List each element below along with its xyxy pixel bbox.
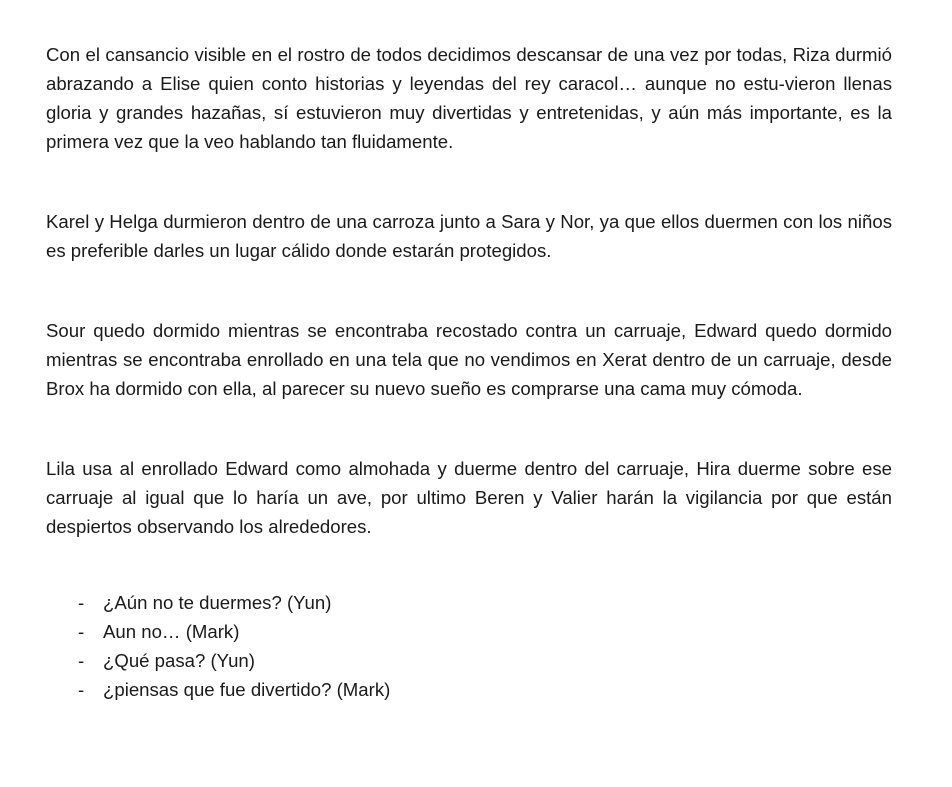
dialogue-text: ¿piensas que fue divertido? (Mark) (103, 679, 391, 700)
dialogue-line (46, 588, 892, 617)
list-bullet: - (78, 679, 85, 700)
dialogue-text: ¿Qué pasa? (Yun) (103, 650, 255, 671)
paragraph-1: Con el cansancio visible en el rostro de todos decidimos descansar de una vez por todas, Riza durmió abrazando a Elise quien conto historias y leyendas del rey caracol… aunque no estu-vieron llenas gloria y grandes hazañas, sí estuvieron muy divertidas y entretenidas, y aún más importante, es la primera vez que la veo hablando tan fluidamente. (46, 44, 892, 152)
list-bullet: - (78, 650, 85, 671)
dialogue-line (46, 617, 892, 646)
list-bullet: - (78, 621, 85, 642)
dialogue-line (46, 675, 892, 704)
dialogue-text: Aun no… (Mark) (103, 621, 240, 642)
paragraph-3: Sour quedo dormido mientras se encontraba recostado contra un carruaje, Edward quedo dormido mientras se encontraba enrollado en una tela que no vendimos en Xerat dentro de un carruaje, desde Brox ha dormido con ella, al parecer su nuevo sueño es comprarse una cama muy cómoda. (46, 320, 892, 399)
document-page (46, 40, 892, 704)
dialogue-list (46, 588, 892, 704)
dialogue-text: ¿Aún no te duermes? (Yun) (103, 592, 332, 613)
paragraph-4: Lila usa al enrollado Edward como almohada y duerme dentro del carruaje, Hira duerme sobre ese carruaje al igual que lo haría un ave, por ultimo Beren y Valier harán la vigilancia por que están despiertos observando los alrededores. (46, 458, 892, 537)
list-bullet: - (78, 592, 85, 613)
paragraph-2: Karel y Helga durmieron dentro de una carroza junto a Sara y Nor, ya que ellos duermen con los niños es preferible darles un lugar cálido donde estarán protegidos. (46, 211, 892, 261)
dialogue-line (46, 646, 892, 675)
